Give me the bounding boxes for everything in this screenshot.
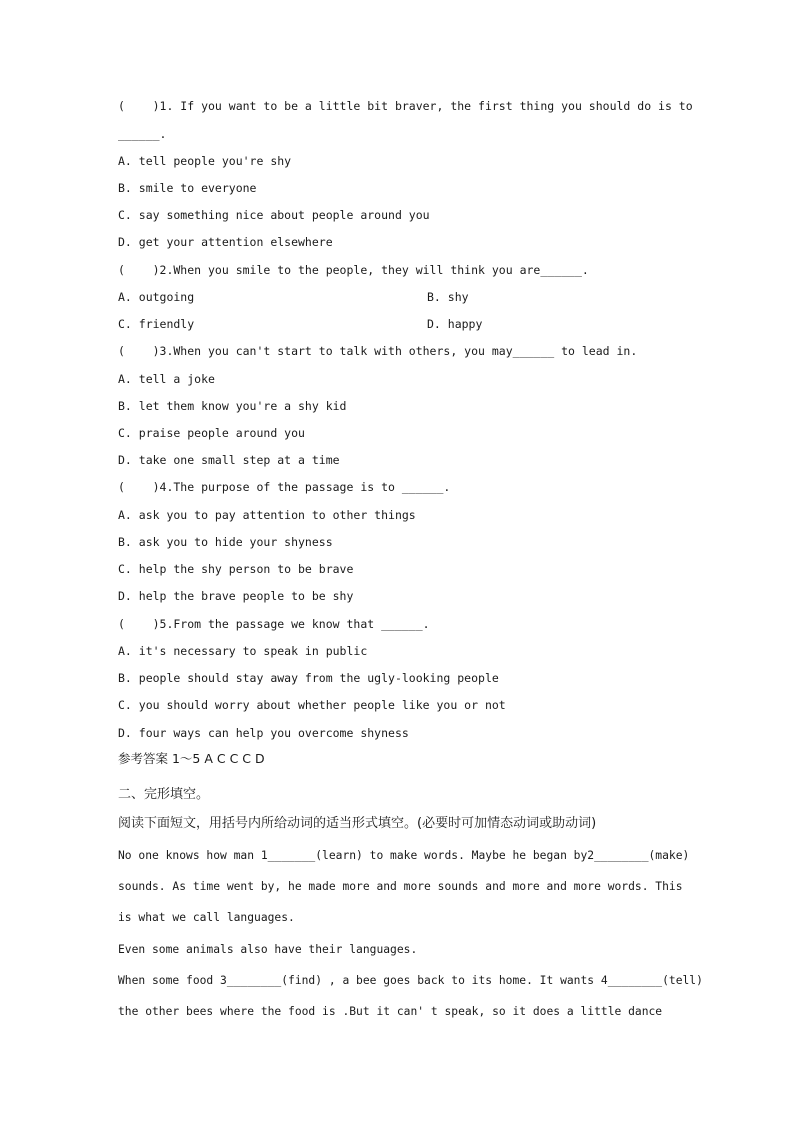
question-3-option-a: A. tell a joke	[118, 372, 215, 386]
question-5-option-a: A. it's necessary to speak in public	[118, 644, 368, 658]
question-5-option-d: D. four ways can help you overcome shyness	[118, 726, 409, 740]
question-5-option-b: B. people should stay away from the ugly-looking people	[118, 671, 499, 685]
passage-line-3: is what we call languages.	[118, 911, 295, 924]
question-2-option-c: C. friendly	[118, 317, 195, 331]
question-3-stem: ( )3.When you can't start to talk with others, you may______ to lead in.	[118, 344, 638, 358]
question-5-option-c: C. you should worry about whether people like you or not	[118, 698, 506, 712]
question-5-stem: ( )5.From the passage we know that ______.	[118, 617, 430, 631]
question-2-option-b: B. shy	[427, 290, 469, 304]
question-1-option-b: B. smile to everyone	[118, 181, 257, 195]
question-4-option-a: A. ask you to pay attention to other things	[118, 508, 416, 522]
passage-line-4: Even some animals also have their languages.	[118, 943, 418, 956]
question-4-option-c: C. help the shy person to be brave	[118, 562, 354, 576]
question-1-blank: ______.	[118, 127, 167, 141]
passage-line-1: No one knows how man 1_______(learn) to make words. Maybe he began by2________(make)	[118, 849, 690, 862]
question-4-stem: ( )4.The purpose of the passage is to ______.	[118, 480, 451, 494]
section-heading: 二、完形填空。	[118, 787, 210, 802]
question-2-option-d: D. happy	[427, 317, 483, 331]
question-3-option-b: B. let them know you're a shy kid	[118, 399, 347, 413]
passage-line-5: When some food 3________(find) , a bee goes back to its home. It wants 4________(tell)	[118, 974, 703, 987]
question-1-option-c: C. say something nice about people around you	[118, 208, 430, 222]
question-4-option-d: D. help the brave people to be shy	[118, 589, 354, 603]
question-1-stem: ( )1. If you want to be a little bit braver, the first thing you should do is to	[118, 99, 693, 113]
question-2-stem: ( )2.When you smile to the people, they will think you are______.	[118, 263, 589, 277]
question-2-option-a: A. outgoing	[118, 290, 195, 304]
question-1-option-d: D. get your attention elsewhere	[118, 235, 333, 249]
question-1-option-a: A. tell people you're shy	[118, 154, 292, 168]
section-instruction: 阅读下面短文，用括号内所给动词的适当形式填空。(必要时可加情态动词或助动词)	[118, 816, 597, 831]
passage-line-6: the other bees where the food is .But it can' t speak, so it does a little dance	[118, 1005, 663, 1018]
passage-line-2: sounds. As time went by, he made more and more sounds and more and more words. This	[118, 880, 683, 893]
answer-key: 参考答案 1～5 A C C C D	[118, 751, 265, 766]
question-4-option-b: B. ask you to hide your shyness	[118, 535, 333, 549]
question-3-option-d: D. take one small step at a time	[118, 453, 340, 467]
question-3-option-c: C. praise people around you	[118, 426, 305, 440]
